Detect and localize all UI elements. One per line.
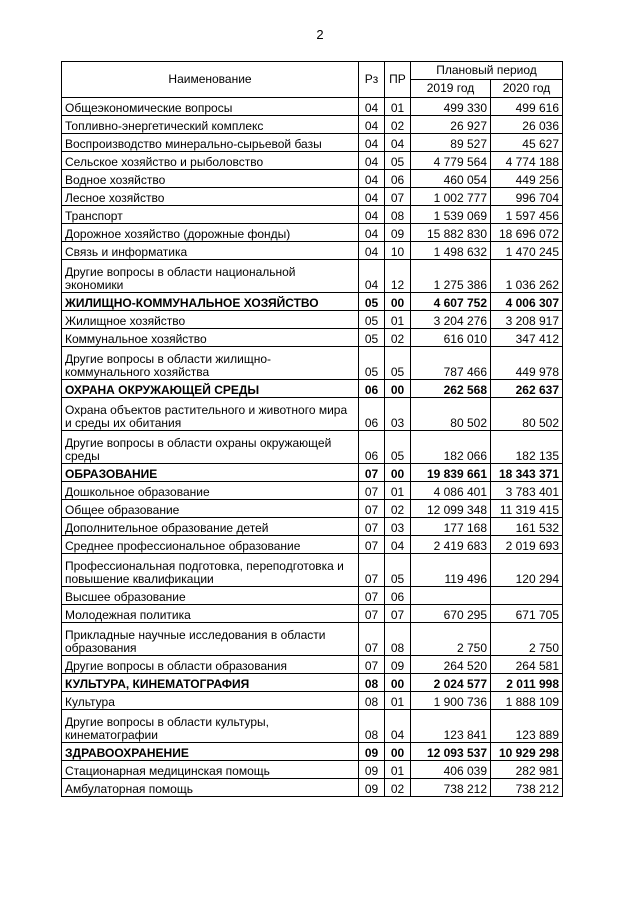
- row-pr: 05: [385, 554, 411, 587]
- row-value-2019: 2 419 683: [411, 536, 491, 554]
- row-value-2020: 1 470 245: [491, 242, 563, 260]
- row-rz: 05: [359, 329, 385, 347]
- row-pr: 04: [385, 134, 411, 152]
- table-header: [62, 62, 563, 98]
- table-row: [62, 779, 563, 797]
- table-row: [62, 224, 563, 242]
- row-pr: 01: [385, 311, 411, 329]
- row-value-2020: 123 889: [491, 710, 563, 743]
- row-value-2019: 460 054: [411, 170, 491, 188]
- row-value-2020: 18 343 371: [491, 464, 563, 482]
- row-value-2020: [491, 587, 563, 605]
- table-row: [62, 188, 563, 206]
- row-rz: 06: [359, 431, 385, 464]
- row-rz: 07: [359, 656, 385, 674]
- row-pr: 05: [385, 152, 411, 170]
- row-pr: 02: [385, 779, 411, 797]
- row-value-2020: 4 006 307: [491, 293, 563, 311]
- row-rz: 07: [359, 605, 385, 623]
- header-rz: Рз: [359, 62, 385, 98]
- row-name: Лесное хозяйство: [62, 188, 359, 206]
- row-rz: 09: [359, 743, 385, 761]
- row-value-2019: 177 168: [411, 518, 491, 536]
- header-period: Плановый период: [411, 62, 563, 80]
- row-rz: 05: [359, 311, 385, 329]
- row-rz: 09: [359, 761, 385, 779]
- row-value-2020: 18 696 072: [491, 224, 563, 242]
- row-value-2020: 2 750: [491, 623, 563, 656]
- row-value-2020: 2 019 693: [491, 536, 563, 554]
- row-pr: 01: [385, 761, 411, 779]
- row-pr: 06: [385, 587, 411, 605]
- row-value-2019: 15 882 830: [411, 224, 491, 242]
- row-value-2020: 264 581: [491, 656, 563, 674]
- table-row: [62, 710, 563, 743]
- row-value-2019: 262 568: [411, 380, 491, 398]
- row-name: Профессиональная подготовка, переподготовка и повышение квалификации: [62, 554, 359, 587]
- row-pr: 02: [385, 500, 411, 518]
- row-name: Среднее профессиональное образование: [62, 536, 359, 554]
- row-rz: 07: [359, 554, 385, 587]
- row-name: Высшее образование: [62, 587, 359, 605]
- row-rz: 07: [359, 500, 385, 518]
- table-row: [62, 170, 563, 188]
- row-value-2019: 264 520: [411, 656, 491, 674]
- row-pr: 07: [385, 605, 411, 623]
- row-name: Сельское хозяйство и рыболовство: [62, 152, 359, 170]
- row-value-2020: 3 208 917: [491, 311, 563, 329]
- row-value-2020: 1 036 262: [491, 260, 563, 293]
- row-pr: 06: [385, 170, 411, 188]
- row-name: Стационарная медицинская помощь: [62, 761, 359, 779]
- table-row: [62, 116, 563, 134]
- row-rz: 07: [359, 587, 385, 605]
- row-name: Культура: [62, 692, 359, 710]
- row-rz: 07: [359, 482, 385, 500]
- row-rz: 04: [359, 242, 385, 260]
- row-value-2019: 406 039: [411, 761, 491, 779]
- row-value-2020: 45 627: [491, 134, 563, 152]
- row-value-2019: 1 900 736: [411, 692, 491, 710]
- row-name: Дополнительное образование детей: [62, 518, 359, 536]
- row-pr: 05: [385, 347, 411, 380]
- row-pr: 01: [385, 692, 411, 710]
- row-value-2019: 2 024 577: [411, 674, 491, 692]
- row-value-2020: 449 256: [491, 170, 563, 188]
- row-value-2019: 19 839 661: [411, 464, 491, 482]
- row-value-2019: 4 607 752: [411, 293, 491, 311]
- row-pr: 10: [385, 242, 411, 260]
- table-row: [62, 311, 563, 329]
- row-pr: 05: [385, 431, 411, 464]
- row-value-2019: 1 498 632: [411, 242, 491, 260]
- row-rz: 08: [359, 674, 385, 692]
- row-name: Другие вопросы в области культуры, кинематографии: [62, 710, 359, 743]
- row-rz: 05: [359, 347, 385, 380]
- table-row: [62, 743, 563, 761]
- table-row: [62, 518, 563, 536]
- row-rz: 08: [359, 692, 385, 710]
- table-row: [62, 293, 563, 311]
- row-rz: 04: [359, 224, 385, 242]
- row-pr: 08: [385, 206, 411, 224]
- row-name: Воспроизводство минерально-сырьевой базы: [62, 134, 359, 152]
- row-value-2020: 996 704: [491, 188, 563, 206]
- row-pr: 00: [385, 293, 411, 311]
- row-value-2019: 499 330: [411, 98, 491, 116]
- row-name: Общее образование: [62, 500, 359, 518]
- row-value-2020: 671 705: [491, 605, 563, 623]
- row-name: Другие вопросы в области национальной экономики: [62, 260, 359, 293]
- row-rz: 04: [359, 116, 385, 134]
- row-value-2019: 2 750: [411, 623, 491, 656]
- table-row: [62, 623, 563, 656]
- row-value-2019: 4 779 564: [411, 152, 491, 170]
- row-value-2019: 670 295: [411, 605, 491, 623]
- page-number: 2: [316, 27, 324, 42]
- row-rz: 09: [359, 779, 385, 797]
- table-row: [62, 656, 563, 674]
- row-value-2019: 1 539 069: [411, 206, 491, 224]
- row-value-2020: 80 502: [491, 398, 563, 431]
- row-pr: 04: [385, 536, 411, 554]
- table-row: [62, 536, 563, 554]
- row-value-2019: 616 010: [411, 329, 491, 347]
- row-name: Амбулаторная помощь: [62, 779, 359, 797]
- table-row: [62, 206, 563, 224]
- row-name: КУЛЬТУРА, КИНЕМАТОГРАФИЯ: [62, 674, 359, 692]
- row-value-2020: 4 774 188: [491, 152, 563, 170]
- row-value-2019: [411, 587, 491, 605]
- row-rz: 07: [359, 536, 385, 554]
- header-name: Наименование: [62, 62, 359, 98]
- row-name: Другие вопросы в области охраны окружающей среды: [62, 431, 359, 464]
- row-value-2019: 26 927: [411, 116, 491, 134]
- row-rz: 04: [359, 98, 385, 116]
- row-pr: 04: [385, 710, 411, 743]
- row-name: Жилищное хозяйство: [62, 311, 359, 329]
- row-value-2019: 4 086 401: [411, 482, 491, 500]
- table-row: [62, 260, 563, 293]
- budget-table: [61, 61, 563, 797]
- row-pr: 02: [385, 116, 411, 134]
- row-pr: 12: [385, 260, 411, 293]
- row-name: ЗДРАВООХРАНЕНИЕ: [62, 743, 359, 761]
- table-row: [62, 482, 563, 500]
- row-value-2019: 80 502: [411, 398, 491, 431]
- table-row: [62, 605, 563, 623]
- row-pr: 02: [385, 329, 411, 347]
- row-rz: 04: [359, 188, 385, 206]
- row-value-2019: 1 275 386: [411, 260, 491, 293]
- row-value-2020: 161 532: [491, 518, 563, 536]
- table-row: [62, 152, 563, 170]
- row-value-2019: 12 093 537: [411, 743, 491, 761]
- row-name: Водное хозяйство: [62, 170, 359, 188]
- row-value-2020: 282 981: [491, 761, 563, 779]
- row-value-2020: 120 294: [491, 554, 563, 587]
- table-row: [62, 134, 563, 152]
- row-pr: 07: [385, 188, 411, 206]
- row-pr: 03: [385, 398, 411, 431]
- row-value-2019: 787 466: [411, 347, 491, 380]
- row-value-2020: 26 036: [491, 116, 563, 134]
- row-pr: 08: [385, 623, 411, 656]
- row-name: Топливно-энергетический комплекс: [62, 116, 359, 134]
- row-value-2020: 738 212: [491, 779, 563, 797]
- row-rz: 05: [359, 293, 385, 311]
- table-row: [62, 347, 563, 380]
- row-name: Транспорт: [62, 206, 359, 224]
- row-value-2019: 119 496: [411, 554, 491, 587]
- row-value-2020: 182 135: [491, 431, 563, 464]
- header-year-2020: 2020 год: [491, 80, 563, 98]
- row-pr: 00: [385, 464, 411, 482]
- row-rz: 04: [359, 134, 385, 152]
- row-value-2019: 738 212: [411, 779, 491, 797]
- row-rz: 04: [359, 206, 385, 224]
- header-pr: ПР: [385, 62, 411, 98]
- row-rz: 04: [359, 152, 385, 170]
- row-value-2020: 11 319 415: [491, 500, 563, 518]
- row-value-2019: 123 841: [411, 710, 491, 743]
- row-name: Другие вопросы в области образования: [62, 656, 359, 674]
- table-row: [62, 431, 563, 464]
- header-year-2019: 2019 год: [411, 80, 491, 98]
- row-value-2020: 1 888 109: [491, 692, 563, 710]
- table-row: [62, 398, 563, 431]
- row-rz: 04: [359, 170, 385, 188]
- row-value-2020: 347 412: [491, 329, 563, 347]
- table-row: [62, 761, 563, 779]
- table-row: [62, 380, 563, 398]
- row-value-2020: 499 616: [491, 98, 563, 116]
- table-row: [62, 692, 563, 710]
- row-rz: 06: [359, 380, 385, 398]
- row-name: ОБРАЗОВАНИЕ: [62, 464, 359, 482]
- row-pr: 03: [385, 518, 411, 536]
- row-value-2020: 2 011 998: [491, 674, 563, 692]
- row-value-2020: 262 637: [491, 380, 563, 398]
- row-pr: 01: [385, 482, 411, 500]
- table-row: [62, 500, 563, 518]
- table-row: [62, 98, 563, 116]
- row-value-2020: 10 929 298: [491, 743, 563, 761]
- table-row: [62, 674, 563, 692]
- row-rz: 07: [359, 623, 385, 656]
- row-rz: 07: [359, 518, 385, 536]
- row-name: Другие вопросы в области жилищно-коммунального хозяйства: [62, 347, 359, 380]
- row-pr: 00: [385, 380, 411, 398]
- row-rz: 08: [359, 710, 385, 743]
- row-pr: 09: [385, 224, 411, 242]
- row-name: Дошкольное образование: [62, 482, 359, 500]
- row-name: Охрана объектов растительного и животного мира и среды их обитания: [62, 398, 359, 431]
- table-body: [62, 98, 563, 797]
- row-value-2019: 1 002 777: [411, 188, 491, 206]
- row-pr: 00: [385, 743, 411, 761]
- row-value-2019: 89 527: [411, 134, 491, 152]
- row-value-2020: 1 597 456: [491, 206, 563, 224]
- row-name: Молодежная политика: [62, 605, 359, 623]
- row-pr: 09: [385, 656, 411, 674]
- table-row: [62, 242, 563, 260]
- table-row: [62, 464, 563, 482]
- row-name: Общеэкономические вопросы: [62, 98, 359, 116]
- row-name: Прикладные научные исследования в области образования: [62, 623, 359, 656]
- row-value-2019: 12 099 348: [411, 500, 491, 518]
- row-pr: 01: [385, 98, 411, 116]
- row-rz: 04: [359, 260, 385, 293]
- row-pr: 00: [385, 674, 411, 692]
- row-name: Связь и информатика: [62, 242, 359, 260]
- table-row: [62, 329, 563, 347]
- row-name: ОХРАНА ОКРУЖАЮЩЕЙ СРЕДЫ: [62, 380, 359, 398]
- row-value-2019: 182 066: [411, 431, 491, 464]
- row-rz: 07: [359, 464, 385, 482]
- row-rz: 06: [359, 398, 385, 431]
- row-value-2020: 449 978: [491, 347, 563, 380]
- row-name: Коммунальное хозяйство: [62, 329, 359, 347]
- row-value-2019: 3 204 276: [411, 311, 491, 329]
- table-row: [62, 587, 563, 605]
- row-value-2020: 3 783 401: [491, 482, 563, 500]
- row-name: ЖИЛИЩНО-КОММУНАЛЬНОЕ ХОЗЯЙСТВО: [62, 293, 359, 311]
- row-name: Дорожное хозяйство (дорожные фонды): [62, 224, 359, 242]
- table-row: [62, 554, 563, 587]
